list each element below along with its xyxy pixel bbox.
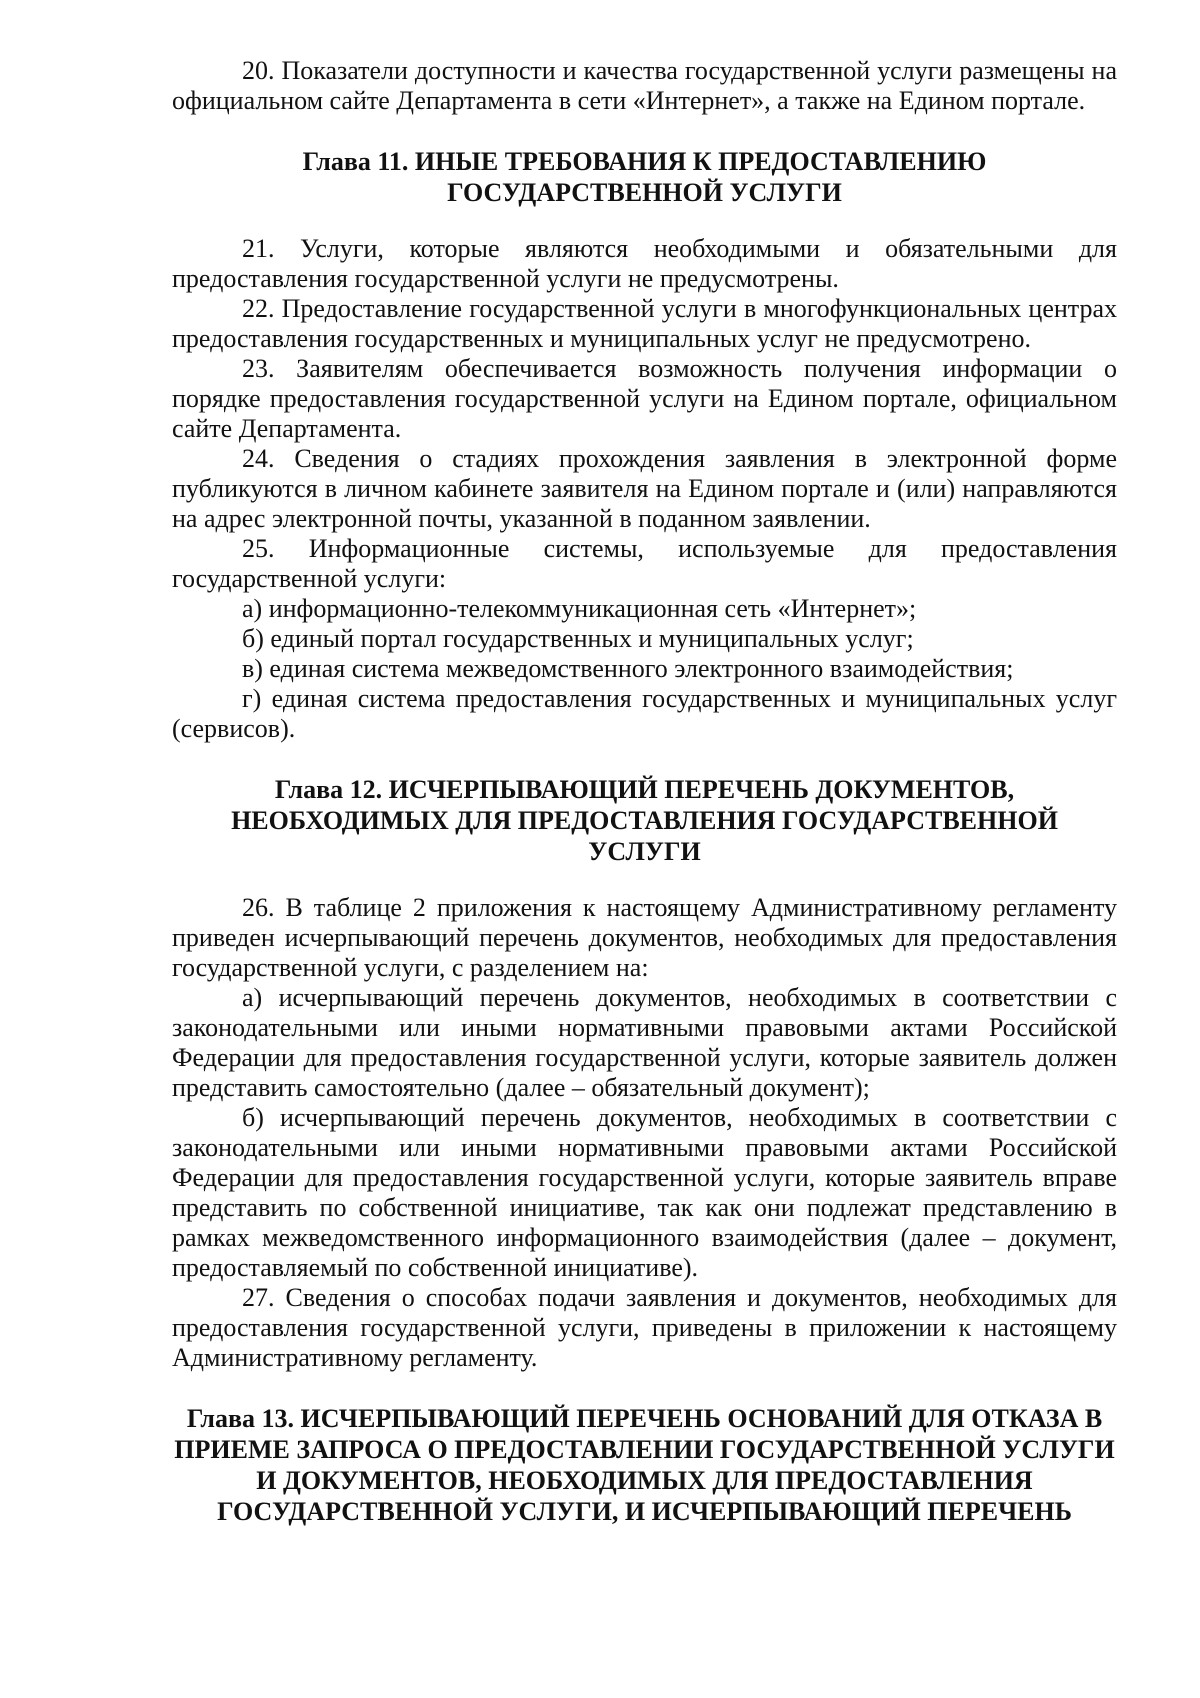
chapter-13-heading: Глава 13. ИСЧЕРПЫВАЮЩИЙ ПЕРЕЧЕНЬ ОСНОВАНИЙ ДЛЯ ОТКАЗА В ПРИЕМЕ ЗАПРОСА О ПРЕДОСТАВЛЕНИИ ГОСУДАРСТВЕННОЙ УСЛУГИ И ДОКУМЕНТОВ, НЕОБХОДИМЫХ ДЛЯ ПРЕДОСТАВЛЕНИЯ ГОСУДАРСТВЕННОЙ УСЛУГИ, И ИСЧЕРПЫВАЮЩИЙ ПЕРЕЧЕНЬ [174, 1404, 1115, 1526]
paragraph-26: 26. В таблице 2 приложения к настоящему Административному регламенту приведен исчерпывающий перечень документов, необходимых для предоставления государственной услуги, с разделением на: [172, 893, 1117, 982]
paragraph-26a: а) исчерпывающий перечень документов, необходимых в соответствии с законодательными или иными нормативными правовыми актами Российской Федерации для предоставления государственной услуги, которые заявитель должен представить самостоятельно (далее – обязательный документ); [172, 983, 1117, 1102]
chapter-12-heading: Глава 12. ИСЧЕРПЫВАЮЩИЙ ПЕРЕЧЕНЬ ДОКУМЕНТОВ, НЕОБХОДИМЫХ ДЛЯ ПРЕДОСТАВЛЕНИЯ ГОСУДАРСТВЕННОЙ УСЛУГИ [231, 775, 1058, 866]
paragraph-20: 20. Показатели доступности и качества государственной услуги размещены на официальном сайте Департамента в сети «Интернет», а также на Едином портале. [172, 56, 1117, 115]
paragraph-25d: г) единая система предоставления государственных и муниципальных услуг (сервисов). [172, 684, 1117, 743]
paragraph-21: 21. Услуги, которые являются необходимыми и обязательными для предоставления государственной услуги не предусмотрены. [172, 234, 1117, 293]
paragraph-25: 25. Информационные системы, используемые для предоставления государственной услуги: [172, 534, 1117, 593]
paragraph-22: 22. Предоставление государственной услуги в многофункциональных центрах предоставления государственных и муниципальных услуг не предусмотрено. [172, 294, 1117, 353]
paragraph-24: 24. Сведения о стадиях прохождения заявления в электронной форме публикуются в личном кабинете заявителя на Едином портале и (или) направляются на адрес электронной почты, указанной в поданном заявлении. [172, 444, 1117, 533]
paragraph-27: 27. Сведения о способах подачи заявления и документов, необходимых для предоставления государственной услуги, приведены в приложении к настоящему Административному регламенту. [172, 1283, 1117, 1372]
paragraph-23: 23. Заявителям обеспечивается возможность получения информации о порядке предоставления государственной услуги на Едином портале, официальном сайте Департамента. [172, 354, 1117, 443]
paragraph-25c: в) единая система межведомственного электронного взаимодействия; [242, 654, 1014, 683]
paragraph-26b: б) исчерпывающий перечень документов, необходимых в соответствии с законодательными или иными нормативными правовыми актами Российской Федерации для предоставления государственной услуги, которые заявитель вправе представить по собственной инициативе, так как они подлежат представлению в рамках межведомственного информационного взаимодействия (далее – документ, предоставляемый по собственной инициативе). [172, 1103, 1117, 1282]
chapter-11-heading: Глава 11. ИНЫЕ ТРЕБОВАНИЯ К ПРЕДОСТАВЛЕНИЮ ГОСУДАРСТВЕННОЙ УСЛУГИ [302, 147, 987, 207]
paragraph-25b: б) единый портал государственных и муниципальных услуг; [242, 624, 914, 653]
document-page [172, 56, 1117, 1527]
paragraph-25a: а) информационно-телекоммуникационная сеть «Интернет»; [242, 594, 917, 623]
